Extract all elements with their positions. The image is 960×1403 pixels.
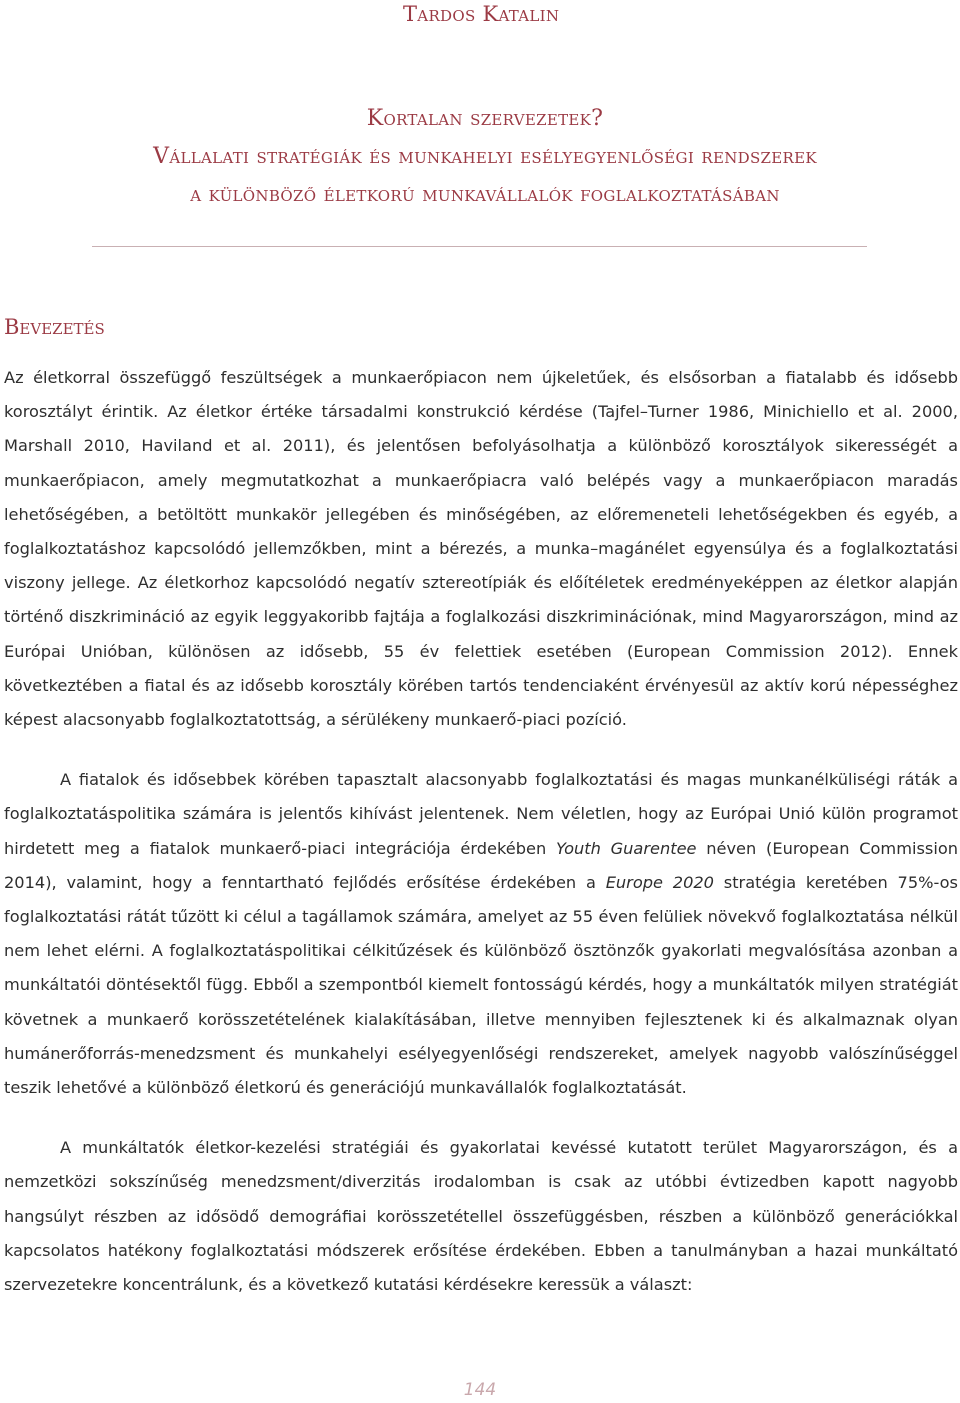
title-line-1: Kortalan szervezetek? — [366, 106, 604, 131]
section-heading: Bevezetés — [4, 315, 105, 339]
title-line-3: a különböző életkorú munkavállalók foglalkoztatásában — [190, 182, 780, 207]
title-line-2: Vállalati stratégiák és munkahelyi esélyegyenlőségi rendszerek — [153, 144, 817, 169]
article-title — [90, 100, 880, 214]
paragraph-2-part-2: néven (European Commission 2014), valamint, hogy a fenntartható fejlődés erősítése érdekében a — [4, 838, 958, 892]
italic-term-europe-2020: Europe 2020 — [605, 872, 714, 892]
paragraph-1: Az életkorral összefüggő feszültségek a munkaerőpiacon nem újkeletűek, és elsősorban a fiatalabb és idősebb korosztályt érintik. Az életkor értéke társadalmi konstrukció kérdése (Tajfel–Turner 1986, Minichiello et al. 2000, Marshall 2010, Haviland et al. 2011), és jelentősen befolyásolhatja a különböző korosztályok sikerességét a munkaerőpiacon, amely megmutatkozhat a munkaerőpiacra való belépés vagy a munkaerőpiacon maradás lehetőségében, a betöltött munkakör jellegében és minőségében, az előremeneteli lehetőségekben és egyéb, a foglalkoztatáshoz kapcsolódó jellemzőkben, mint a bérezés, a munka–magánélet egyensúlya és a foglalkoztatási viszony jellege. Az életkorhoz kapcsolódó negatív sztereotípiák és előítéletek eredményeképpen az életkor alapján történő diszkrimináció az egyik leggyakoribb fajtája a foglalkozási diszkriminációnak, mind Magyarországon, mind az Európai Unióban, különösen az idősebb, 55 év felettiek esetében (European Commission 2012). Ennek következtében a fiatal és az idősebb korosztály körében tartós tendenciaként érvényesül az aktív korú népességhez képest alacsonyabb foglalkoztatottság, a sérülékeny munkaerő-piaci pozíció. — [4, 368, 958, 730]
paragraph-2-part-3: stratégia keretében 75%-os foglalkoztatási rátát tűzött ki célul a tagállamok számára, amelyet az 55 éven felüliek növekvő foglalkoztatása nélkül nem lehet elérni. A foglalkoztatáspolitikai célkitűzések és különböző ösztönzők gyakorlati megvalósítása azonban a munkáltatói döntésektől függ. Ebből a szempontból kiemelt fontosságú kérdés, hogy a munkáltatók milyen stratégiát követnek a munkaerő korösszetételének kialakításában, illetve mennyiben fejlesztenek ki és alkalmaznak olyan humánerőforrás-menedzsment és munkahelyi esélyegyenlőségi rendszereket, amelyek nagyobb valószínűséggel teszik lehetővé a különböző életkorú és generációjú munkavállalók foglalkoztatását. — [4, 872, 958, 1098]
running-header-author: Tardos Katalin — [403, 2, 560, 26]
page-number: 144 — [463, 1380, 497, 1400]
title-divider — [92, 246, 867, 247]
paragraph-3: A munkáltatók életkor-kezelési stratégiái és gyakorlatai kevéssé kutatott terület Magyarországon, és a nemzetközi sokszínűség menedzsment/diverzitás irodalomban is csak az utóbbi évtizedben kapott nagyobb hangsúlyt részben az idősödő demográfiai korösszetétellel összefüggésben, részben a különböző generációkkal kapcsolatos hatékony foglalkoztatási módszerek erősítése érdekében. Ebben a tanulmányban a hazai munkáltató szervezetekre koncentrálunk, és a következő kutatási kérdésekre keressük a választ: — [4, 1138, 958, 1295]
paragraph-2-part-1: A fiatalok és idősebbek körében tapasztalt alacsonyabb foglalkoztatási és magas munkanélküliségi ráták a foglalkoztatáspolitika számára is jelentős kihívást jelentenek. Nem véletlen, hogy az Európai Unió külön programot hirdetett meg a fiatalok munkaerő-piaci integrációja érdekében — [4, 770, 958, 858]
italic-term-youth-guarantee: Youth Guarentee — [555, 838, 697, 858]
article-body — [4, 361, 958, 1302]
paragraph-2 — [4, 763, 958, 1105]
